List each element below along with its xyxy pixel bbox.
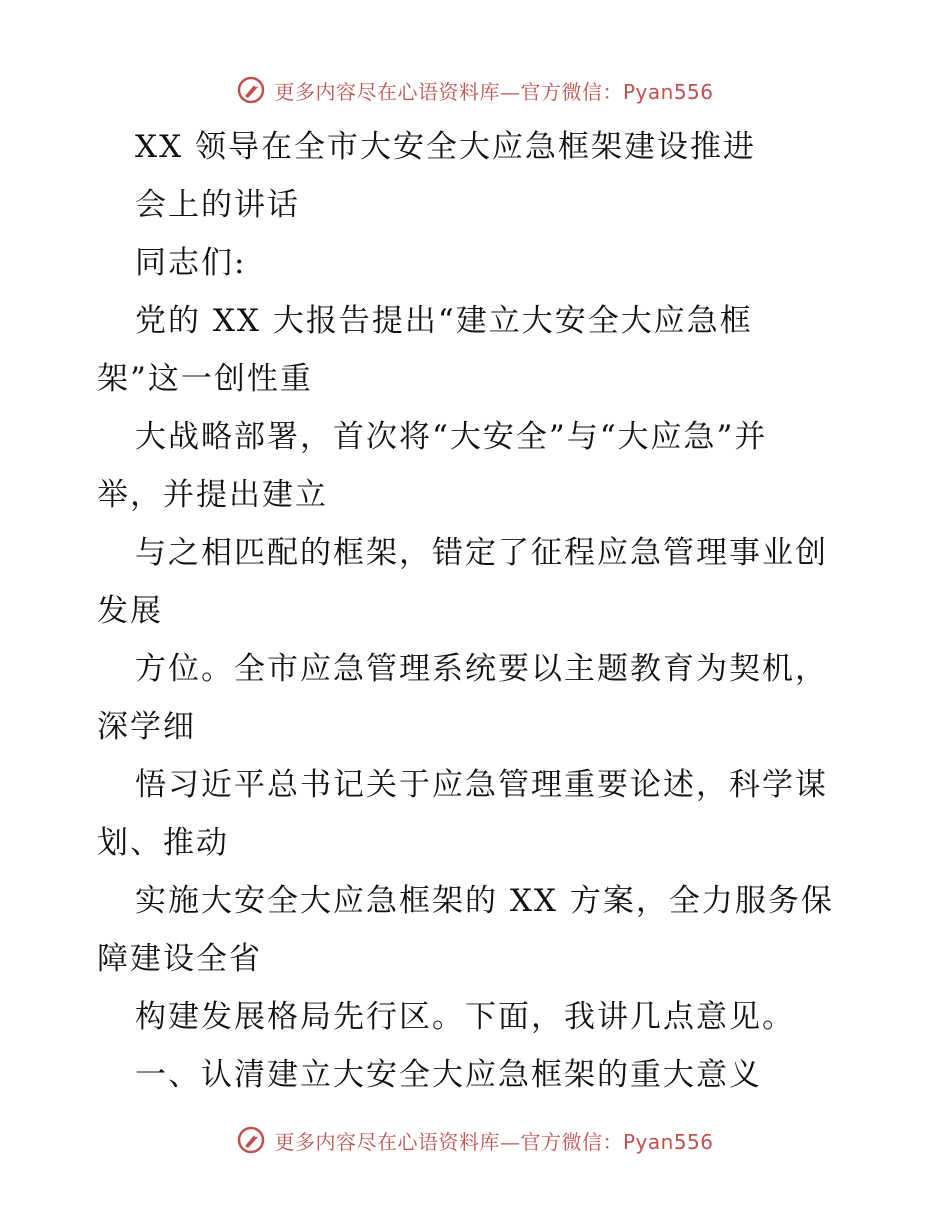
text-line: 架”这一创性重 — [97, 361, 313, 397]
text-line: 同志们: — [135, 245, 247, 281]
text-line: 构建发展格局先行区。下面，我讲几点意见。 — [135, 999, 795, 1035]
text-line: 悟习近平总书记关于应急管理重要论述，科学谋 — [135, 767, 828, 803]
text-line: 一、认清建立大安全大应急框架的重大意义 — [135, 1057, 762, 1093]
text-line: 举，并提出建立 — [97, 477, 328, 513]
footer-banner — [0, 1120, 950, 1160]
text-line: 发展 — [97, 593, 163, 629]
text-line: 党的 XX 大报告提出“建立大安全大应急框 — [135, 303, 753, 339]
pen-nib-logo-icon — [236, 75, 266, 105]
text-line: 方位。全市应急管理系统要以主题教育为契机， — [135, 651, 828, 687]
text-line: XX 领导在全市大安全大应急框架建设推进 — [135, 129, 756, 165]
text-line: 大战略部署，首次将“大安全”与“大应急”并 — [135, 419, 768, 455]
text-line: 会上的讲话 — [135, 187, 300, 223]
document-body — [0, 118, 950, 1104]
pen-nib-logo-icon — [236, 1125, 266, 1155]
text-line: 划、推动 — [97, 825, 229, 861]
banner-text: 更多内容尽在心语资料库—官方微信：Pyan556 — [274, 1129, 714, 1154]
banner-text: 更多内容尽在心语资料库—官方微信：Pyan556 — [274, 79, 714, 104]
text-line: 实施大安全大应急框架的 XX 方案，全力服务保 — [135, 883, 834, 919]
text-line: 与之相匹配的框架，错定了征程应急管理事业创 — [135, 535, 828, 571]
header-banner — [0, 70, 950, 110]
text-line: 障建设全省 — [97, 941, 262, 977]
text-line: 深学细 — [97, 709, 196, 745]
